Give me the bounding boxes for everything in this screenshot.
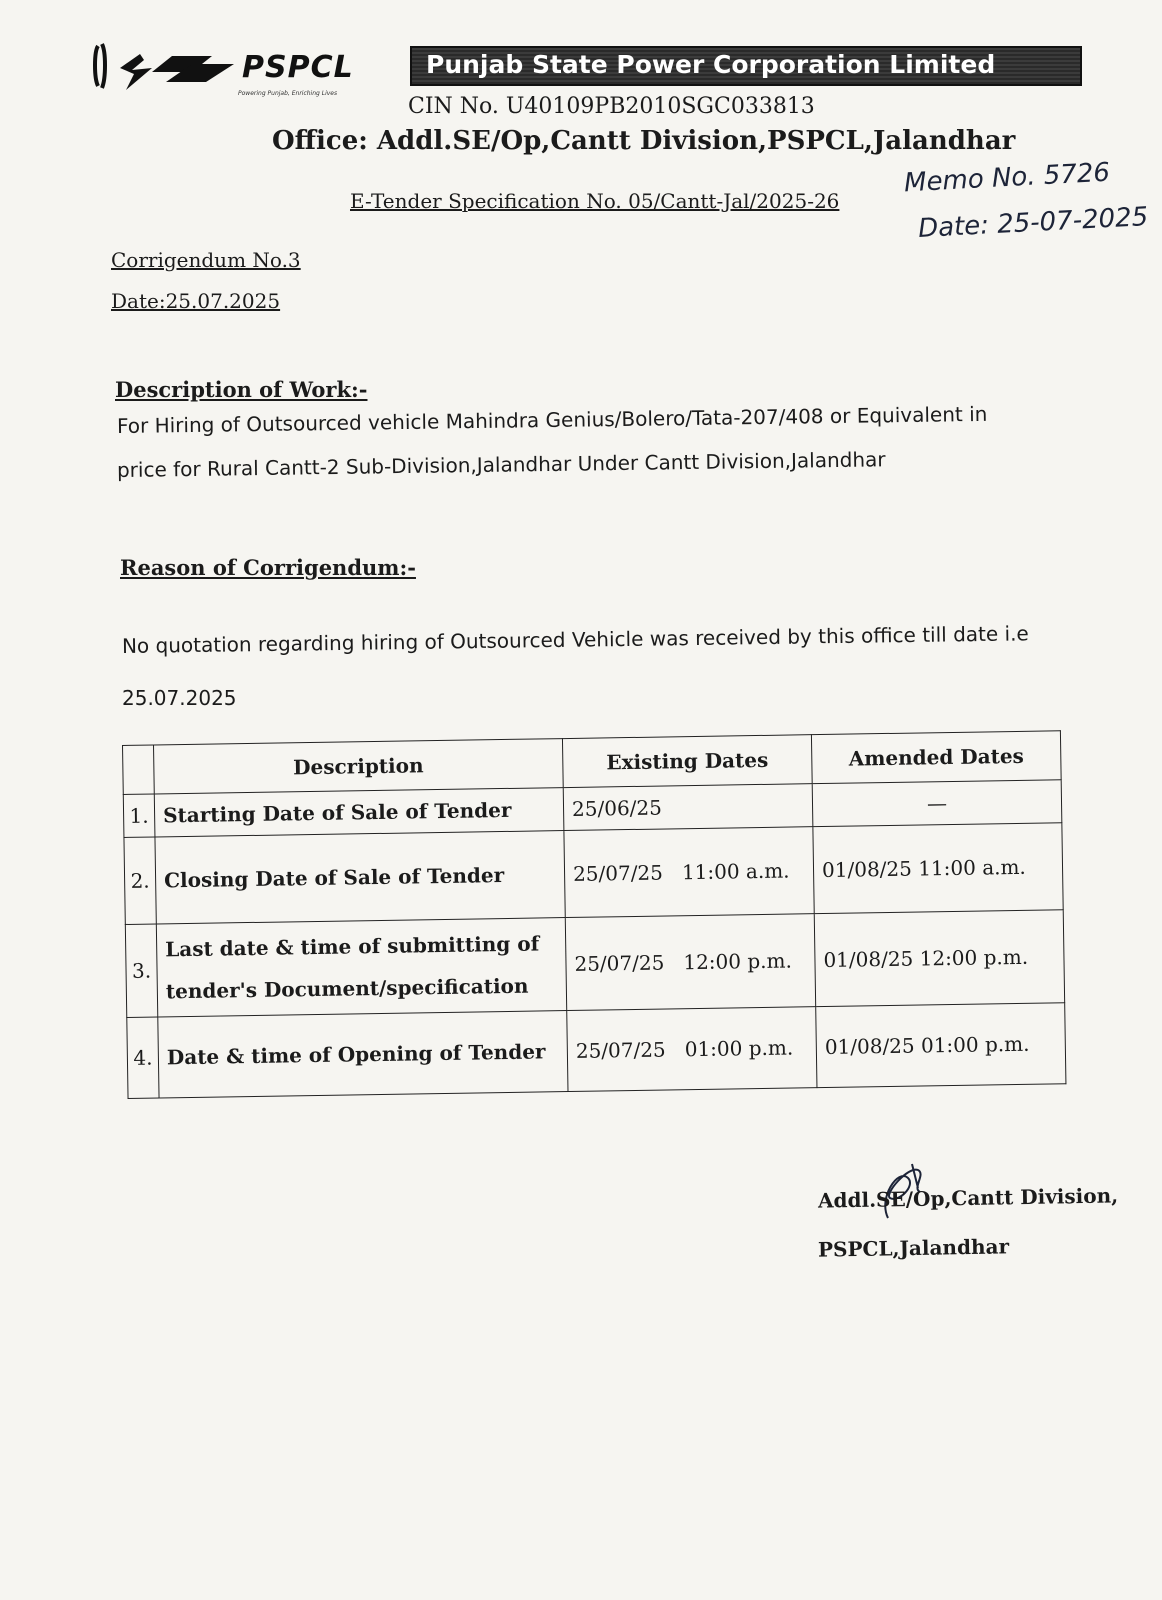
logo-wordmark: PSPCL xyxy=(242,50,354,85)
row-serial: 3. xyxy=(125,924,157,1017)
reason-line-2: 25.07.2025 xyxy=(122,686,237,710)
row-amended-date: 01/08/25 11:00 a.m. xyxy=(813,823,1063,914)
corrigendum-number: Corrigendum No.3 xyxy=(111,248,301,272)
description-heading: Description of Work:- xyxy=(115,377,368,402)
row-serial: 2. xyxy=(124,837,156,924)
tender-specification: E-Tender Specification No. 05/Cantt-Jal/2025-26 xyxy=(350,189,840,213)
row-serial: 4. xyxy=(127,1017,159,1098)
header-description: Description xyxy=(154,739,564,794)
handwritten-date: Date: 25-07-2025 xyxy=(917,201,1149,245)
organization-name: Punjab State Power Corporation Limited xyxy=(426,50,996,79)
table-row xyxy=(124,823,1063,925)
row-amended-date: — xyxy=(812,780,1062,827)
row-description: Starting Date of Sale of Tender xyxy=(154,788,564,837)
row-amended-date: 01/08/25 12:00 p.m. xyxy=(814,910,1064,1007)
header-existing-dates: Existing Dates xyxy=(562,735,812,788)
header-amended-dates: Amended Dates xyxy=(811,731,1061,784)
reason-heading: Reason of Corrigendum:- xyxy=(120,555,416,580)
header-serial xyxy=(123,745,155,794)
signatory-designation: Addl.SE/Op,Cantt Division, xyxy=(817,1183,1119,1213)
row-existing-date: 25/07/25 12:00 p.m. xyxy=(565,914,815,1011)
pspcl-logo xyxy=(92,38,392,108)
table-row xyxy=(125,910,1064,1018)
row-existing-date: 25/07/25 01:00 p.m. xyxy=(567,1007,817,1092)
table-row xyxy=(127,1003,1066,1099)
reason-line-1: No quotation regarding hiring of Outsourced Vehicle was received by this office till date i.e xyxy=(121,621,1029,658)
dates-table xyxy=(122,730,1066,1099)
row-existing-date: 25/07/25 11:00 a.m. xyxy=(564,827,814,918)
pspcl-emblem-icon xyxy=(92,38,242,108)
organization-banner xyxy=(410,46,1082,86)
row-serial: 1. xyxy=(123,794,155,837)
row-amended-date: 01/08/25 01:00 p.m. xyxy=(816,1003,1066,1088)
row-description: Date & time of Opening of Tender xyxy=(158,1011,568,1098)
signatory-office: PSPCL,Jalandhar xyxy=(817,1234,1010,1262)
row-existing-date: 25/06/25 xyxy=(563,784,813,831)
row-description: Closing Date of Sale of Tender xyxy=(155,831,565,924)
logo-tagline: Powering Punjab, Enriching Lives xyxy=(238,90,338,97)
corrigendum-date: Date:25.07.2025 xyxy=(111,289,281,313)
handwritten-memo: Memo No. 5726 xyxy=(903,157,1111,199)
cin-number: CIN No. U40109PB2010SGC033813 xyxy=(408,94,815,119)
description-line-1: For Hiring of Outsourced vehicle Mahindra Genius/Bolero/Tata-207/408 or Equivalent in xyxy=(116,401,988,438)
row-description: Last date & time of submitting of tender's Document/specification xyxy=(156,918,566,1017)
office-title: Office: Addl.SE/Op,Cantt Division,PSPCL,Jalandhar xyxy=(272,126,1016,156)
description-line-2: price for Rural Cantt-2 Sub-Division,Jalandhar Under Cantt Division,Jalandhar xyxy=(116,447,886,482)
